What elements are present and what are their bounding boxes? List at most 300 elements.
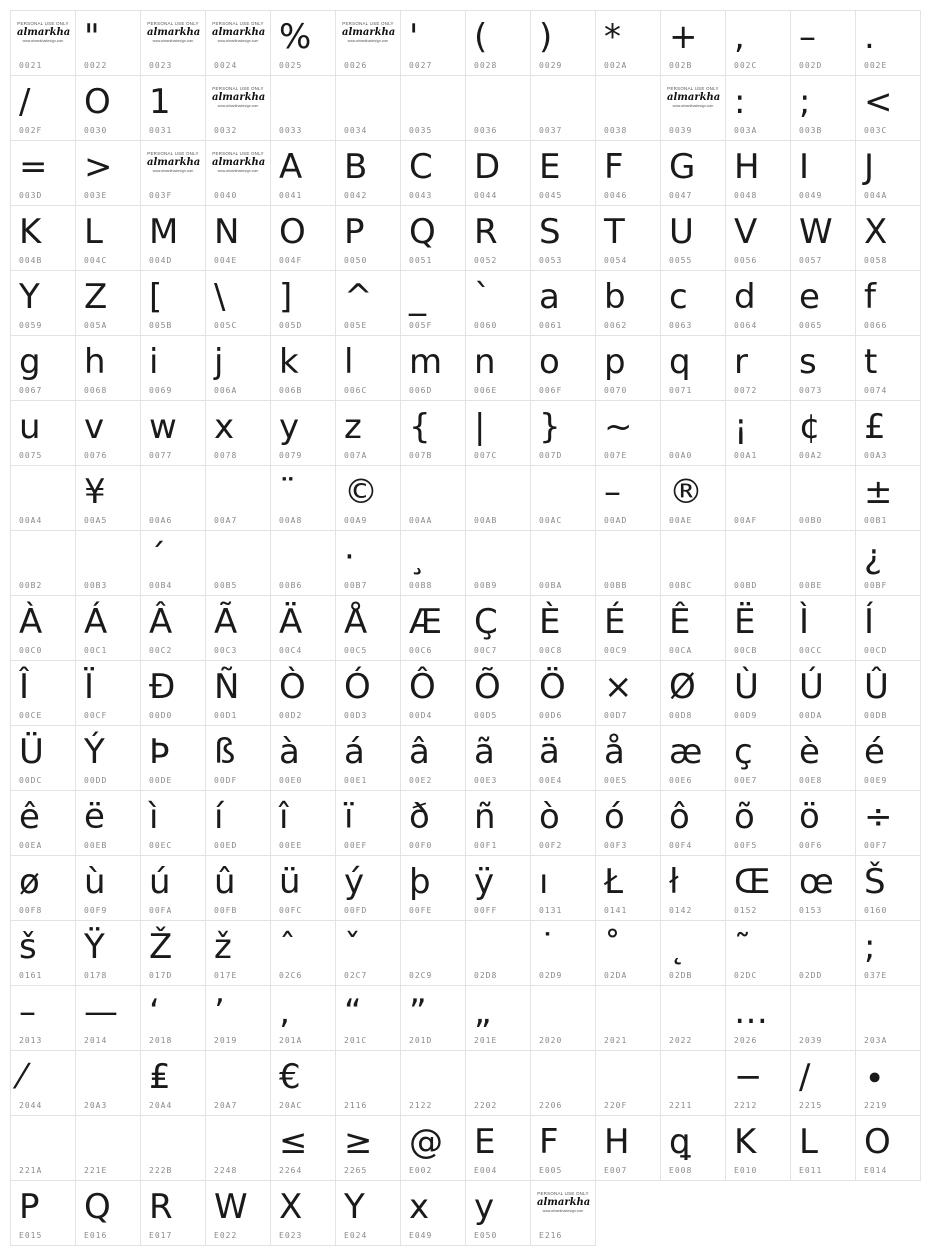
glyph-cell-002E[interactable] bbox=[855, 10, 921, 76]
glyph-cell-004E[interactable] bbox=[205, 205, 271, 271]
glyph-cell-201D[interactable] bbox=[400, 985, 466, 1051]
glyph-cell-00FC[interactable] bbox=[270, 855, 336, 921]
glyph-cell-0030[interactable] bbox=[75, 75, 141, 141]
glyph: Æ bbox=[409, 602, 443, 642]
glyph-cell-0045[interactable] bbox=[530, 140, 596, 206]
glyph-cell-00F4[interactable] bbox=[660, 790, 726, 856]
glyph-cell-00B1[interactable] bbox=[855, 465, 921, 531]
glyph-cell-0061[interactable] bbox=[530, 270, 596, 336]
glyph-cell-20A7[interactable] bbox=[205, 1050, 271, 1116]
glyph-cell-003B[interactable] bbox=[790, 75, 856, 141]
glyph-cell-2018[interactable] bbox=[140, 985, 206, 1051]
glyph-code: E005 bbox=[539, 1166, 563, 1175]
glyph: ð bbox=[409, 797, 430, 837]
glyph-cell-0028[interactable] bbox=[465, 10, 531, 76]
glyph-cell-2265[interactable] bbox=[335, 1115, 401, 1181]
glyph-cell-E005[interactable] bbox=[530, 1115, 596, 1181]
glyph: Þ bbox=[149, 732, 170, 772]
glyph-cell-00C8[interactable] bbox=[530, 595, 596, 661]
glyph-cell-0039[interactable] bbox=[660, 75, 726, 141]
glyph-cell-E010[interactable] bbox=[725, 1115, 791, 1181]
glyph-cell-00A1[interactable] bbox=[725, 400, 791, 466]
glyph-cell-00F6[interactable] bbox=[790, 790, 856, 856]
glyph-cell-E016[interactable] bbox=[75, 1180, 141, 1246]
glyph-cell-2021[interactable] bbox=[595, 985, 661, 1051]
glyph-cell-E017[interactable] bbox=[140, 1180, 206, 1246]
glyph-cell-2248[interactable] bbox=[205, 1115, 271, 1181]
glyph-cell-00EB[interactable] bbox=[75, 790, 141, 856]
glyph-cell-00C9[interactable] bbox=[595, 595, 661, 661]
glyph-cell-2211[interactable] bbox=[660, 1050, 726, 1116]
glyph-cell-E004[interactable] bbox=[465, 1115, 531, 1181]
glyph-cell-00A2[interactable] bbox=[790, 400, 856, 466]
glyph-cell-E008[interactable] bbox=[660, 1115, 726, 1181]
glyph-cell-2039[interactable] bbox=[790, 985, 856, 1051]
glyph-cell-00B9[interactable] bbox=[465, 530, 531, 596]
glyph-cell-2116[interactable] bbox=[335, 1050, 401, 1116]
glyph-cell-007E[interactable] bbox=[595, 400, 661, 466]
glyph-cell-E049[interactable] bbox=[400, 1180, 466, 1246]
glyph-cell-00EF[interactable] bbox=[335, 790, 401, 856]
glyph-cell-02C9[interactable] bbox=[400, 920, 466, 986]
glyph-cell-2020[interactable] bbox=[530, 985, 596, 1051]
glyph-cell-00BB[interactable] bbox=[595, 530, 661, 596]
glyph-cell-2122[interactable] bbox=[400, 1050, 466, 1116]
glyph-cell-004B[interactable] bbox=[10, 205, 76, 271]
glyph-code: 00F9 bbox=[84, 906, 108, 915]
glyph-cell-00D7[interactable] bbox=[595, 660, 661, 726]
glyph-cell-00E3[interactable] bbox=[465, 725, 531, 791]
glyph-cell-20A3[interactable] bbox=[75, 1050, 141, 1116]
glyph-code: 2212 bbox=[734, 1101, 758, 1110]
glyph-cell-0024[interactable] bbox=[205, 10, 271, 76]
glyph: Ç bbox=[474, 602, 498, 642]
glyph-cell-0032[interactable] bbox=[205, 75, 271, 141]
glyph-cell-00C3[interactable] bbox=[205, 595, 271, 661]
glyph-cell-007B[interactable] bbox=[400, 400, 466, 466]
glyph-cell-005B[interactable] bbox=[140, 270, 206, 336]
glyph-cell-00C6[interactable] bbox=[400, 595, 466, 661]
glyph-cell-00AD[interactable] bbox=[595, 465, 661, 531]
glyph-cell-00A3[interactable] bbox=[855, 400, 921, 466]
glyph-cell-00EA[interactable] bbox=[10, 790, 76, 856]
glyph-cell-00CF[interactable] bbox=[75, 660, 141, 726]
glyph-code: 00BB bbox=[604, 581, 628, 590]
glyph-cell-002F[interactable] bbox=[10, 75, 76, 141]
glyph-cell-003E[interactable] bbox=[75, 140, 141, 206]
glyph: ¨ bbox=[279, 472, 296, 512]
glyph-cell-2215[interactable] bbox=[790, 1050, 856, 1116]
glyph-cell-00D9[interactable] bbox=[725, 660, 791, 726]
glyph-cell-005A[interactable] bbox=[75, 270, 141, 336]
glyph-cell-006B[interactable] bbox=[270, 335, 336, 401]
glyph-cell-00AF[interactable] bbox=[725, 465, 791, 531]
glyph-cell-00FF[interactable] bbox=[465, 855, 531, 921]
glyph-cell-20A4[interactable] bbox=[140, 1050, 206, 1116]
glyph-cell-E216[interactable] bbox=[530, 1180, 596, 1246]
glyph-code: 00F8 bbox=[19, 906, 43, 915]
glyph-cell-0078[interactable] bbox=[205, 400, 271, 466]
glyph-cell-003F[interactable] bbox=[140, 140, 206, 206]
glyph-cell-00DE[interactable] bbox=[140, 725, 206, 791]
glyph-cell-E015[interactable] bbox=[10, 1180, 76, 1246]
glyph-cell-E011[interactable] bbox=[790, 1115, 856, 1181]
glyph-cell-00E4[interactable] bbox=[530, 725, 596, 791]
glyph-cell-0152[interactable] bbox=[725, 855, 791, 921]
glyph-cell-004C[interactable] bbox=[75, 205, 141, 271]
glyph: Ž bbox=[149, 927, 173, 967]
glyph: Š bbox=[864, 862, 886, 902]
glyph-cell-02C6[interactable] bbox=[270, 920, 336, 986]
glyph-cell-0033[interactable] bbox=[270, 75, 336, 141]
glyph-code: 221A bbox=[19, 1166, 43, 1175]
glyph-code: 2265 bbox=[344, 1166, 368, 1175]
glyph-cell-E014[interactable] bbox=[855, 1115, 921, 1181]
glyph-cell-007A[interactable] bbox=[335, 400, 401, 466]
glyph-cell-00DF[interactable] bbox=[205, 725, 271, 791]
glyph-cell-0060[interactable] bbox=[465, 270, 531, 336]
glyph-cell-00F2[interactable] bbox=[530, 790, 596, 856]
glyph-cell-00A0[interactable] bbox=[660, 400, 726, 466]
glyph-cell-00F0[interactable] bbox=[400, 790, 466, 856]
glyph-cell-2264[interactable] bbox=[270, 1115, 336, 1181]
glyph-cell-0025[interactable] bbox=[270, 10, 336, 76]
glyph-cell-0070[interactable] bbox=[595, 335, 661, 401]
glyph-code: 2248 bbox=[214, 1166, 238, 1175]
glyph-cell-00EE[interactable] bbox=[270, 790, 336, 856]
glyph-cell-0077[interactable] bbox=[140, 400, 206, 466]
glyph-code: 002C bbox=[734, 61, 758, 70]
glyph-cell-00E5[interactable] bbox=[595, 725, 661, 791]
glyph: e bbox=[799, 277, 820, 317]
glyph-cell-0079[interactable] bbox=[270, 400, 336, 466]
glyph-cell-0022[interactable] bbox=[75, 10, 141, 76]
glyph-cell-0178[interactable] bbox=[75, 920, 141, 986]
glyph-cell-00C4[interactable] bbox=[270, 595, 336, 661]
glyph-cell-0026[interactable] bbox=[335, 10, 401, 76]
glyph-cell-02C7[interactable] bbox=[335, 920, 401, 986]
glyph-cell-0031[interactable] bbox=[140, 75, 206, 141]
glyph-cell-003D[interactable] bbox=[10, 140, 76, 206]
glyph-cell-00DD[interactable] bbox=[75, 725, 141, 791]
glyph-cell-002A[interactable] bbox=[595, 10, 661, 76]
glyph-cell-00B8[interactable] bbox=[400, 530, 466, 596]
glyph-cell-203A[interactable] bbox=[855, 985, 921, 1051]
glyph-cell-00E7[interactable] bbox=[725, 725, 791, 791]
glyph-cell-002B[interactable] bbox=[660, 10, 726, 76]
glyph-cell-221A[interactable] bbox=[10, 1115, 76, 1181]
glyph-cell-00FA[interactable] bbox=[140, 855, 206, 921]
glyph-cell-00FE[interactable] bbox=[400, 855, 466, 921]
glyph-cell-004F[interactable] bbox=[270, 205, 336, 271]
logo-script: almarkha bbox=[147, 157, 201, 168]
glyph-cell-00AC[interactable] bbox=[530, 465, 596, 531]
glyph-cell-00E6[interactable] bbox=[660, 725, 726, 791]
glyph-cell-0076[interactable] bbox=[75, 400, 141, 466]
glyph-cell-2014[interactable] bbox=[75, 985, 141, 1051]
glyph-cell-02DD[interactable] bbox=[790, 920, 856, 986]
glyph-cell-00CE[interactable] bbox=[10, 660, 76, 726]
glyph-cell-00E0[interactable] bbox=[270, 725, 336, 791]
glyph-cell-0064[interactable] bbox=[725, 270, 791, 336]
glyph-cell-E023[interactable] bbox=[270, 1180, 336, 1246]
glyph-cell-00F3[interactable] bbox=[595, 790, 661, 856]
glyph-code: 0034 bbox=[344, 126, 368, 135]
glyph-cell-00F5[interactable] bbox=[725, 790, 791, 856]
glyph-cell-00B2[interactable] bbox=[10, 530, 76, 596]
glyph-cell-222B[interactable] bbox=[140, 1115, 206, 1181]
glyph-cell-00F8[interactable] bbox=[10, 855, 76, 921]
glyph-code: 0057 bbox=[799, 256, 823, 265]
glyph-cell-0057[interactable] bbox=[790, 205, 856, 271]
glyph-cell-0059[interactable] bbox=[10, 270, 76, 336]
glyph-cell-0027[interactable] bbox=[400, 10, 466, 76]
glyph-cell-00DB[interactable] bbox=[855, 660, 921, 726]
glyph-code: 00D4 bbox=[409, 711, 433, 720]
glyph-cell-00BF[interactable] bbox=[855, 530, 921, 596]
glyph-cell-00DA[interactable] bbox=[790, 660, 856, 726]
glyph-cell-00C1[interactable] bbox=[75, 595, 141, 661]
glyph-cell-02DB[interactable] bbox=[660, 920, 726, 986]
glyph: æ bbox=[669, 732, 703, 772]
glyph: } bbox=[539, 407, 561, 447]
glyph-cell-E050[interactable] bbox=[465, 1180, 531, 1246]
glyph-cell-00E1[interactable] bbox=[335, 725, 401, 791]
glyph-cell-002C[interactable] bbox=[725, 10, 791, 76]
glyph-cell-017D[interactable] bbox=[140, 920, 206, 986]
glyph-cell-00A9[interactable] bbox=[335, 465, 401, 531]
glyph-cell-017E[interactable] bbox=[205, 920, 271, 986]
glyph-cell-00D8[interactable] bbox=[660, 660, 726, 726]
glyph-cell-00A5[interactable] bbox=[75, 465, 141, 531]
glyph-cell-0029[interactable] bbox=[530, 10, 596, 76]
glyph-cell-00A6[interactable] bbox=[140, 465, 206, 531]
glyph-cell-0073[interactable] bbox=[790, 335, 856, 401]
glyph-cell-2212[interactable] bbox=[725, 1050, 791, 1116]
glyph-cell-00B5[interactable] bbox=[205, 530, 271, 596]
glyph-cell-0065[interactable] bbox=[790, 270, 856, 336]
glyph-cell-00A8[interactable] bbox=[270, 465, 336, 531]
glyph-cell-00DC[interactable] bbox=[10, 725, 76, 791]
glyph-code: 00CF bbox=[84, 711, 108, 720]
glyph-cell-00D0[interactable] bbox=[140, 660, 206, 726]
glyph-cell-2219[interactable] bbox=[855, 1050, 921, 1116]
glyph-cell-E002[interactable] bbox=[400, 1115, 466, 1181]
glyph-cell-00D6[interactable] bbox=[530, 660, 596, 726]
glyph-cell-004A[interactable] bbox=[855, 140, 921, 206]
glyph-cell-007C[interactable] bbox=[465, 400, 531, 466]
glyph-cell-221E[interactable] bbox=[75, 1115, 141, 1181]
glyph-cell-00BE[interactable] bbox=[790, 530, 856, 596]
glyph-cell-00A4[interactable] bbox=[10, 465, 76, 531]
glyph: O bbox=[864, 1122, 891, 1162]
glyph-cell-0062[interactable] bbox=[595, 270, 661, 336]
glyph-cell-00C2[interactable] bbox=[140, 595, 206, 661]
glyph-code: 0079 bbox=[279, 451, 303, 460]
glyph-cell-0040[interactable] bbox=[205, 140, 271, 206]
glyph-cell-00D1[interactable] bbox=[205, 660, 271, 726]
glyph-cell-003A[interactable] bbox=[725, 75, 791, 141]
glyph-cell-00E9[interactable] bbox=[855, 725, 921, 791]
glyph-cell-0072[interactable] bbox=[725, 335, 791, 401]
logo-script: almarkha bbox=[667, 92, 721, 103]
glyph-cell-005E[interactable] bbox=[335, 270, 401, 336]
glyph-cell-00E2[interactable] bbox=[400, 725, 466, 791]
glyph-cell-201C[interactable] bbox=[335, 985, 401, 1051]
glyph-cell-006A[interactable] bbox=[205, 335, 271, 401]
glyph-cell-00CC[interactable] bbox=[790, 595, 856, 661]
glyph-cell-005D[interactable] bbox=[270, 270, 336, 336]
glyph-cell-00BA[interactable] bbox=[530, 530, 596, 596]
glyph-cell-00F1[interactable] bbox=[465, 790, 531, 856]
glyph-cell-0023[interactable] bbox=[140, 10, 206, 76]
glyph-code: 0141 bbox=[604, 906, 628, 915]
glyph-cell-00D5[interactable] bbox=[465, 660, 531, 726]
glyph-cell-00CA[interactable] bbox=[660, 595, 726, 661]
glyph-cell-00EC[interactable] bbox=[140, 790, 206, 856]
glyph-cell-0034[interactable] bbox=[335, 75, 401, 141]
glyph-cell-2044[interactable] bbox=[10, 1050, 76, 1116]
glyph-cell-00CB[interactable] bbox=[725, 595, 791, 661]
glyph-cell-00D3[interactable] bbox=[335, 660, 401, 726]
glyph-cell-005C[interactable] bbox=[205, 270, 271, 336]
glyph-code: 0046 bbox=[604, 191, 628, 200]
glyph-cell-0044[interactable] bbox=[465, 140, 531, 206]
glyph-cell-0053[interactable] bbox=[530, 205, 596, 271]
glyph-cell-0055[interactable] bbox=[660, 205, 726, 271]
glyph-cell-0054[interactable] bbox=[595, 205, 661, 271]
glyph-cell-02D9[interactable] bbox=[530, 920, 596, 986]
glyph-cell-00AA[interactable] bbox=[400, 465, 466, 531]
glyph-cell-E007[interactable] bbox=[595, 1115, 661, 1181]
glyph-cell-0074[interactable] bbox=[855, 335, 921, 401]
glyph-cell-00BC[interactable] bbox=[660, 530, 726, 596]
glyph-cell-0021[interactable] bbox=[10, 10, 76, 76]
glyph-cell-0069[interactable] bbox=[140, 335, 206, 401]
glyph-cell-037E[interactable] bbox=[855, 920, 921, 986]
glyph-code: 2215 bbox=[799, 1101, 823, 1110]
glyph-cell-006D[interactable] bbox=[400, 335, 466, 401]
glyph-cell-00ED[interactable] bbox=[205, 790, 271, 856]
glyph-cell-0041[interactable] bbox=[270, 140, 336, 206]
glyph-cell-0142[interactable] bbox=[660, 855, 726, 921]
glyph-cell-00F7[interactable] bbox=[855, 790, 921, 856]
glyph-cell-0046[interactable] bbox=[595, 140, 661, 206]
glyph-cell-E022[interactable] bbox=[205, 1180, 271, 1246]
glyph-code: E024 bbox=[344, 1231, 368, 1240]
glyph-cell-00D4[interactable] bbox=[400, 660, 466, 726]
glyph-cell-0161[interactable] bbox=[10, 920, 76, 986]
glyph-cell-2206[interactable] bbox=[530, 1050, 596, 1116]
glyph-cell-00AE[interactable] bbox=[660, 465, 726, 531]
glyph-cell-02DC[interactable] bbox=[725, 920, 791, 986]
glyph-cell-0153[interactable] bbox=[790, 855, 856, 921]
glyph-cell-2019[interactable] bbox=[205, 985, 271, 1051]
glyph-cell-201A[interactable] bbox=[270, 985, 336, 1051]
glyph-code: E017 bbox=[149, 1231, 173, 1240]
glyph-cell-00C0[interactable] bbox=[10, 595, 76, 661]
glyph-cell-0066[interactable] bbox=[855, 270, 921, 336]
glyph-cell-0075[interactable] bbox=[10, 400, 76, 466]
glyph-cell-0038[interactable] bbox=[595, 75, 661, 141]
glyph-cell-0067[interactable] bbox=[10, 335, 76, 401]
glyph-cell-0160[interactable] bbox=[855, 855, 921, 921]
glyph-cell-0058[interactable] bbox=[855, 205, 921, 271]
glyph-cell-0043[interactable] bbox=[400, 140, 466, 206]
glyph-cell-00F9[interactable] bbox=[75, 855, 141, 921]
glyph-cell-2202[interactable] bbox=[465, 1050, 531, 1116]
glyph-cell-0047[interactable] bbox=[660, 140, 726, 206]
glyph: Ï bbox=[84, 667, 95, 707]
glyph-cell-00B0[interactable] bbox=[790, 465, 856, 531]
glyph-cell-006F[interactable] bbox=[530, 335, 596, 401]
glyph-cell-02D8[interactable] bbox=[465, 920, 531, 986]
glyph-cell-0036[interactable] bbox=[465, 75, 531, 141]
glyph-cell-00FB[interactable] bbox=[205, 855, 271, 921]
glyph-cell-00A7[interactable] bbox=[205, 465, 271, 531]
glyph-cell-0049[interactable] bbox=[790, 140, 856, 206]
glyph-cell-20AC[interactable] bbox=[270, 1050, 336, 1116]
glyph-cell-0141[interactable] bbox=[595, 855, 661, 921]
glyph-cell-00B4[interactable] bbox=[140, 530, 206, 596]
glyph: … bbox=[734, 992, 768, 1032]
glyph-cell-00B6[interactable] bbox=[270, 530, 336, 596]
glyph-cell-00C5[interactable] bbox=[335, 595, 401, 661]
glyph-code: 00A6 bbox=[149, 516, 173, 525]
glyph-cell-2013[interactable] bbox=[10, 985, 76, 1051]
logo-url: www.almarkhadesign.com bbox=[22, 39, 64, 43]
glyph-cell-003C[interactable] bbox=[855, 75, 921, 141]
glyph: ì bbox=[149, 797, 159, 837]
glyph-cell-0068[interactable] bbox=[75, 335, 141, 401]
glyph-cell-0051[interactable] bbox=[400, 205, 466, 271]
glyph-cell-E024[interactable] bbox=[335, 1180, 401, 1246]
glyph-cell-0048[interactable] bbox=[725, 140, 791, 206]
glyph-cell-007D[interactable] bbox=[530, 400, 596, 466]
glyph-cell-002D[interactable] bbox=[790, 10, 856, 76]
glyph-cell-006C[interactable] bbox=[335, 335, 401, 401]
glyph-cell-00C7[interactable] bbox=[465, 595, 531, 661]
glyph-cell-02DA[interactable] bbox=[595, 920, 661, 986]
glyph: ∕ bbox=[799, 1057, 811, 1097]
glyph-cell-2022[interactable] bbox=[660, 985, 726, 1051]
glyph-cell-0063[interactable] bbox=[660, 270, 726, 336]
glyph-cell-0050[interactable] bbox=[335, 205, 401, 271]
glyph-code: 02C9 bbox=[409, 971, 433, 980]
glyph-cell-00E8[interactable] bbox=[790, 725, 856, 791]
glyph-cell-004D[interactable] bbox=[140, 205, 206, 271]
glyph-cell-00FD[interactable] bbox=[335, 855, 401, 921]
glyph-cell-0131[interactable] bbox=[530, 855, 596, 921]
glyph-cell-00D2[interactable] bbox=[270, 660, 336, 726]
glyph-cell-220F[interactable] bbox=[595, 1050, 661, 1116]
glyph-cell-201E[interactable] bbox=[465, 985, 531, 1051]
glyph-cell-0042[interactable] bbox=[335, 140, 401, 206]
glyph-cell-00BD[interactable] bbox=[725, 530, 791, 596]
glyph-cell-00B7[interactable] bbox=[335, 530, 401, 596]
glyph-cell-00CD[interactable] bbox=[855, 595, 921, 661]
glyph-cell-0052[interactable] bbox=[465, 205, 531, 271]
glyph-cell-2026[interactable] bbox=[725, 985, 791, 1051]
glyph-cell-00B3[interactable] bbox=[75, 530, 141, 596]
glyph-cell-006E[interactable] bbox=[465, 335, 531, 401]
glyph-cell-00AB[interactable] bbox=[465, 465, 531, 531]
glyph-cell-0035[interactable] bbox=[400, 75, 466, 141]
glyph-cell-0056[interactable] bbox=[725, 205, 791, 271]
glyph-cell-0071[interactable] bbox=[660, 335, 726, 401]
glyph-cell-005F[interactable] bbox=[400, 270, 466, 336]
glyph-cell-0037[interactable] bbox=[530, 75, 596, 141]
